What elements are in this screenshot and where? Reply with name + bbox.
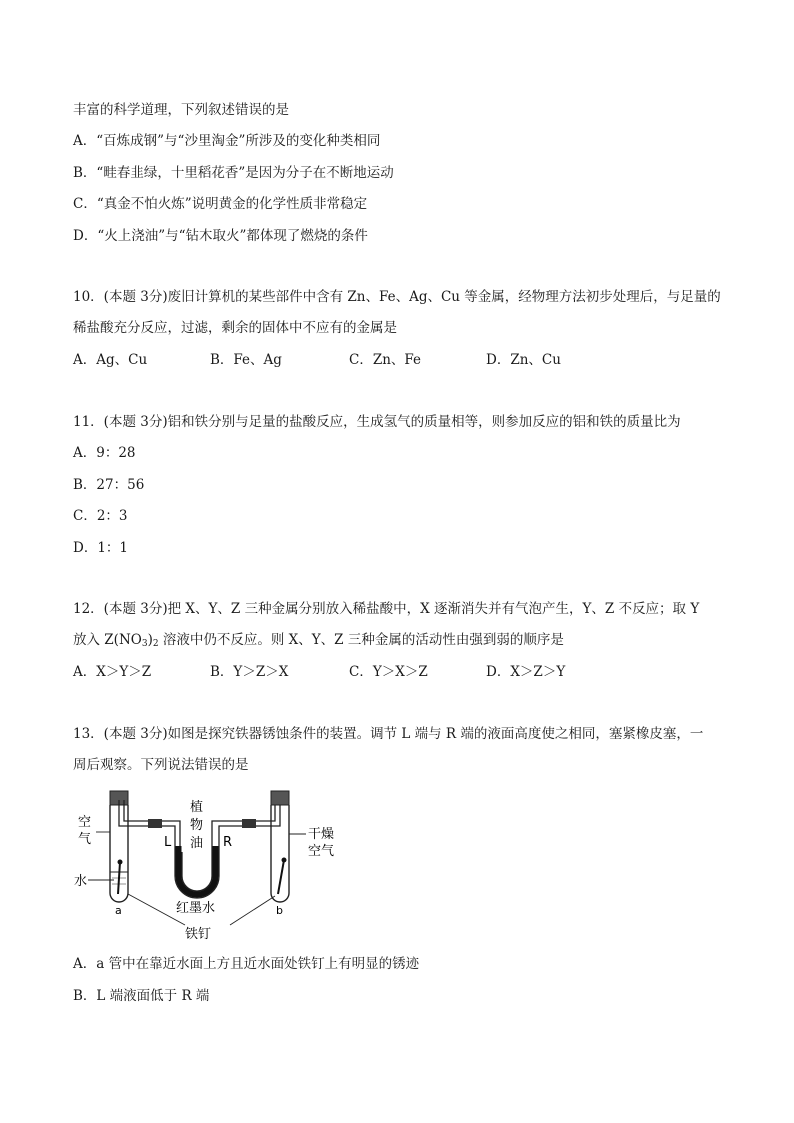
tube-a-label: a <box>115 904 122 917</box>
q13-stem-line1: 13．(本题 3分)如图是探究铁器锈蚀条件的装置。调节 L 端与 R 端的液面高度使之相同，塞紧橡皮塞，一 <box>73 726 704 742</box>
rust-apparatus-figure <box>70 788 350 946</box>
q9-option-b: B．“畦春韭绿，十里稻花香”是因为分子在不断地运动 <box>73 165 394 181</box>
q13-stem-line2: 周后观察。下列说法错误的是 <box>73 757 249 773</box>
q10-option-d: D．Zn、Cu <box>486 352 561 368</box>
water-label: 水 <box>74 874 88 889</box>
q9-option-c: C．“真金不怕火炼”说明黄金的化学性质非常稳定 <box>73 196 368 212</box>
right-nail <box>278 860 284 894</box>
q12-line2-mid: ) <box>147 632 153 648</box>
q12-option-a: A．X＞Y＞Z <box>73 664 152 680</box>
air-label-1: 空 <box>78 815 92 830</box>
left-nail <box>118 862 120 894</box>
right-nail-head <box>282 858 287 863</box>
q11-option-c: C．2：3 <box>73 508 128 524</box>
q9-option-d: D．“火上浇油”与“钻木取火”都体现了燃烧的条件 <box>73 228 368 244</box>
q11-option-b: B．27：56 <box>73 477 145 493</box>
nail-label: 铁钉 <box>185 927 212 942</box>
tube-b-label: b <box>276 904 283 917</box>
q12-option-b: B．Y＞Z＞X <box>210 664 289 680</box>
r-end-label: R <box>223 835 233 850</box>
dry-air-label-1: 干燥 <box>308 827 335 842</box>
q10-option-a: A．Ag、Cu <box>73 352 148 368</box>
q12-line2-sub2: 2 <box>152 639 159 649</box>
q9-option-a: A．“百炼成钢”与“沙里淘金”所涉及的变化种类相同 <box>73 133 381 149</box>
oil-label-3: 油 <box>190 836 204 851</box>
q10-option-c: C．Zn、Fe <box>349 352 422 368</box>
oil-label-2: 物 <box>190 818 204 833</box>
q12-stem-line1: 12．(本题 3分)把 X、Y、Z 三种金属分别放入稀盐酸中，X 逐渐消失并有气泡产生，Y、Z 不反应；取 Y <box>73 601 700 617</box>
q12-option-c: C．Y＞X＞Z <box>349 664 428 680</box>
air-label-2: 气 <box>78 832 92 847</box>
q11-stem: 11．(本题 3分)铝和铁分别与足量的盐酸反应，生成氢气的质量相等，则参加反应的铝和铁的质量比为 <box>73 414 681 430</box>
u-tube <box>175 852 219 898</box>
q13-option-b: B．L 端液面低于 R 端 <box>73 988 210 1004</box>
q12-line2-pre: 放入 Z(NO <box>73 632 142 648</box>
left-nail-head <box>118 860 123 865</box>
q10-stem-line1: 10．(本题 3分)废旧计算机的某些部件中含有 Zn、Fe、Ag、Cu 等金属，经物理方法初步处理后，与足量的 <box>73 289 721 305</box>
red-ink-liquid <box>179 846 216 895</box>
q9-stem-end: 丰富的科学道理，下列叙述错误的是 <box>73 102 289 118</box>
l-end-label: L <box>164 835 172 850</box>
q12-line2-sub: 3 <box>141 639 148 649</box>
q10-option-b: B．Fe、Ag <box>210 352 282 368</box>
left-rubber-joint <box>148 819 162 828</box>
q12-option-d: D．X＞Z＞Y <box>486 664 566 680</box>
oil-label-1: 植 <box>190 800 204 815</box>
dry-air-label-2: 空气 <box>308 844 335 859</box>
nail-leader-right <box>230 896 275 925</box>
q12-stem-line2 <box>73 630 564 654</box>
q10-stem-line2: 稀盐酸充分反应，过滤，剩余的固体中不应有的金属是 <box>73 320 397 336</box>
right-rubber-joint <box>242 819 256 828</box>
red-ink-label: 红墨水 <box>176 901 216 916</box>
q11-option-a: A．9：28 <box>73 445 136 461</box>
q11-option-d: D．1：1 <box>73 540 129 556</box>
q12-line2-post: 溶液中仍不反应。则 X、Y、Z 三种金属的活动性由强到弱的顺序是 <box>158 632 564 648</box>
right-stopper <box>271 791 289 805</box>
q13-option-a: A．a 管中在靠近水面上方且近水面处铁钉上有明显的锈迹 <box>73 956 420 972</box>
